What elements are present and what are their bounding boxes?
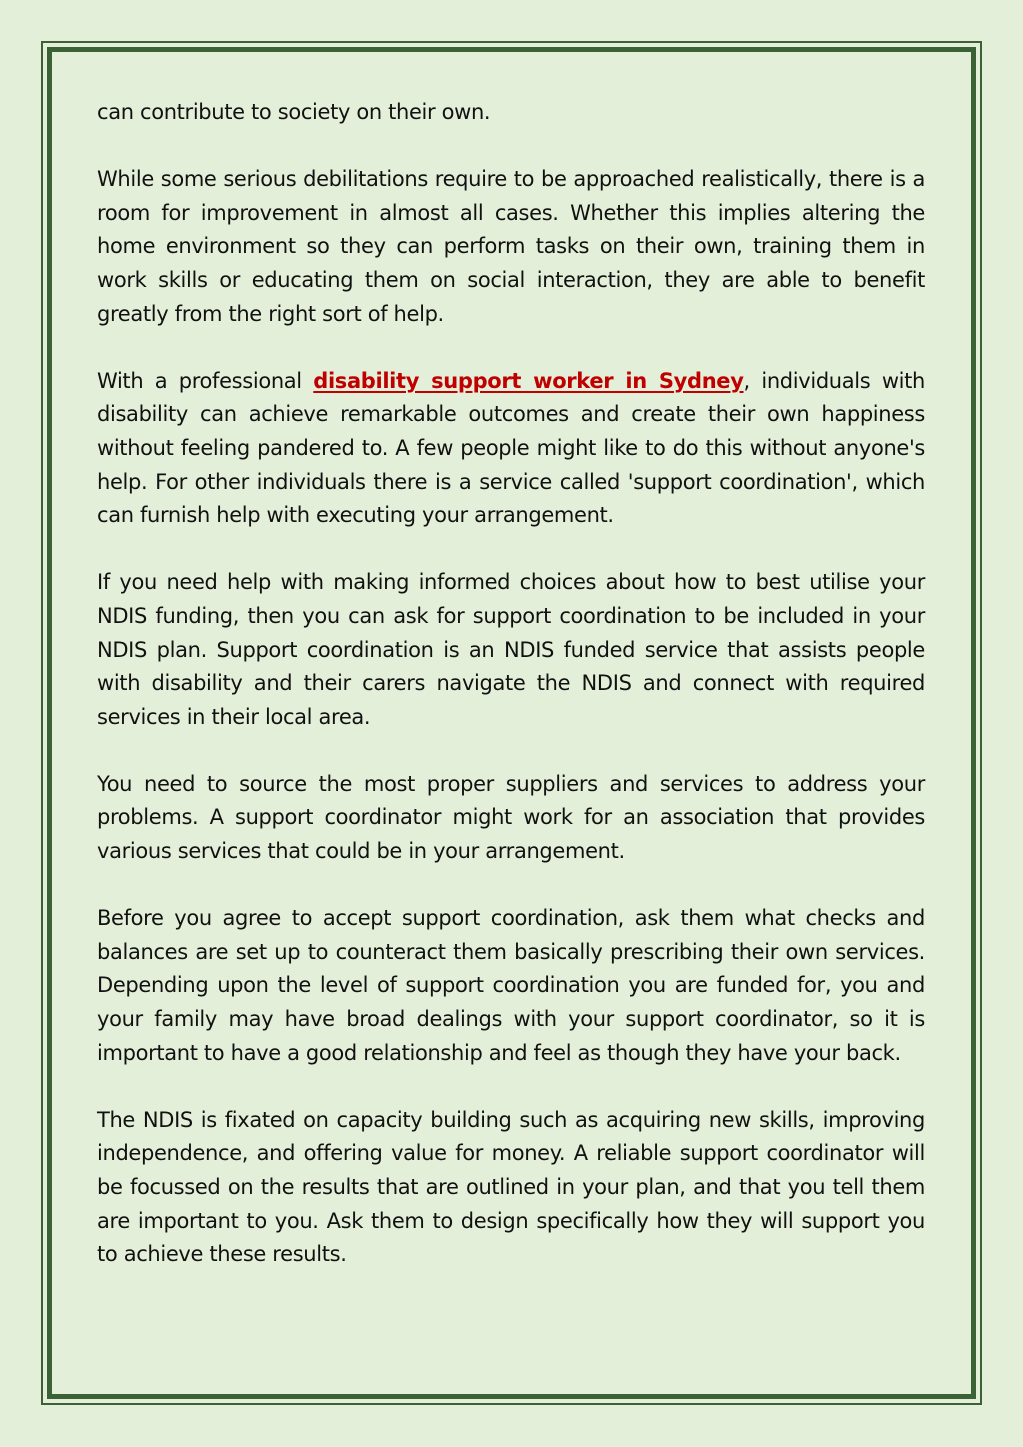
paragraph-2: While some serious debilitations require to be approached realistically, there is a room for improvement in almost all cases. Whether this implies altering the home environment so they can perform tasks on their own, training them in work skills or educating them on social interaction, they are able to benefit greatly from the right sort of help. xyxy=(97,167,925,326)
paragraph-3-intro: With a professional xyxy=(97,368,314,393)
disability-support-worker-link[interactable]: disability support worker in Sydney xyxy=(313,368,744,393)
paragraph-3-rest: , individuals with disability can achieve remarkable outcomes and create their own happiness without feeling pandered to. A few people might like to do this without anyone's help. For other individuals there is a service called 'support coordination', which can furnish help with executing your arrangement. xyxy=(97,368,925,528)
paragraph-3 xyxy=(97,365,925,533)
paragraph-1: can contribute to society on their own. xyxy=(97,100,491,124)
paragraph-7: The NDIS is fixated on capacity building such as acquiring new skills, improving independence, and offering value for money. A reliable support coordinator will be focussed on the results that are outlined in your plan, and that you tell them are important to you. Ask them to design specifically how they will support you to achieve these results. xyxy=(97,1107,925,1267)
paragraph-6: Before you agree to accept support coordination, ask them what checks and balances are set up to counteract them basically prescribing their own services. Depending upon the level of support coordination you are funded for, you and your family may have broad dealings with your support coordinator, so it is important to have a good relationship and feel as though they have your back. xyxy=(97,906,925,1065)
document-body xyxy=(97,96,925,1305)
paragraph-5: You need to source the most proper suppliers and services to address your problems. A support coordinator might work for an association that provides various services that could be in your arrangement. xyxy=(97,771,925,864)
paragraph-4: If you need help with making informed choices about how to best utilise your NDIS funding, then you can ask for support coordination to be included in your NDIS plan. Support coordination is an NDIS funded service that assists people with disability and their carers navigate the NDIS and connect with required services in their local area. xyxy=(97,570,925,729)
